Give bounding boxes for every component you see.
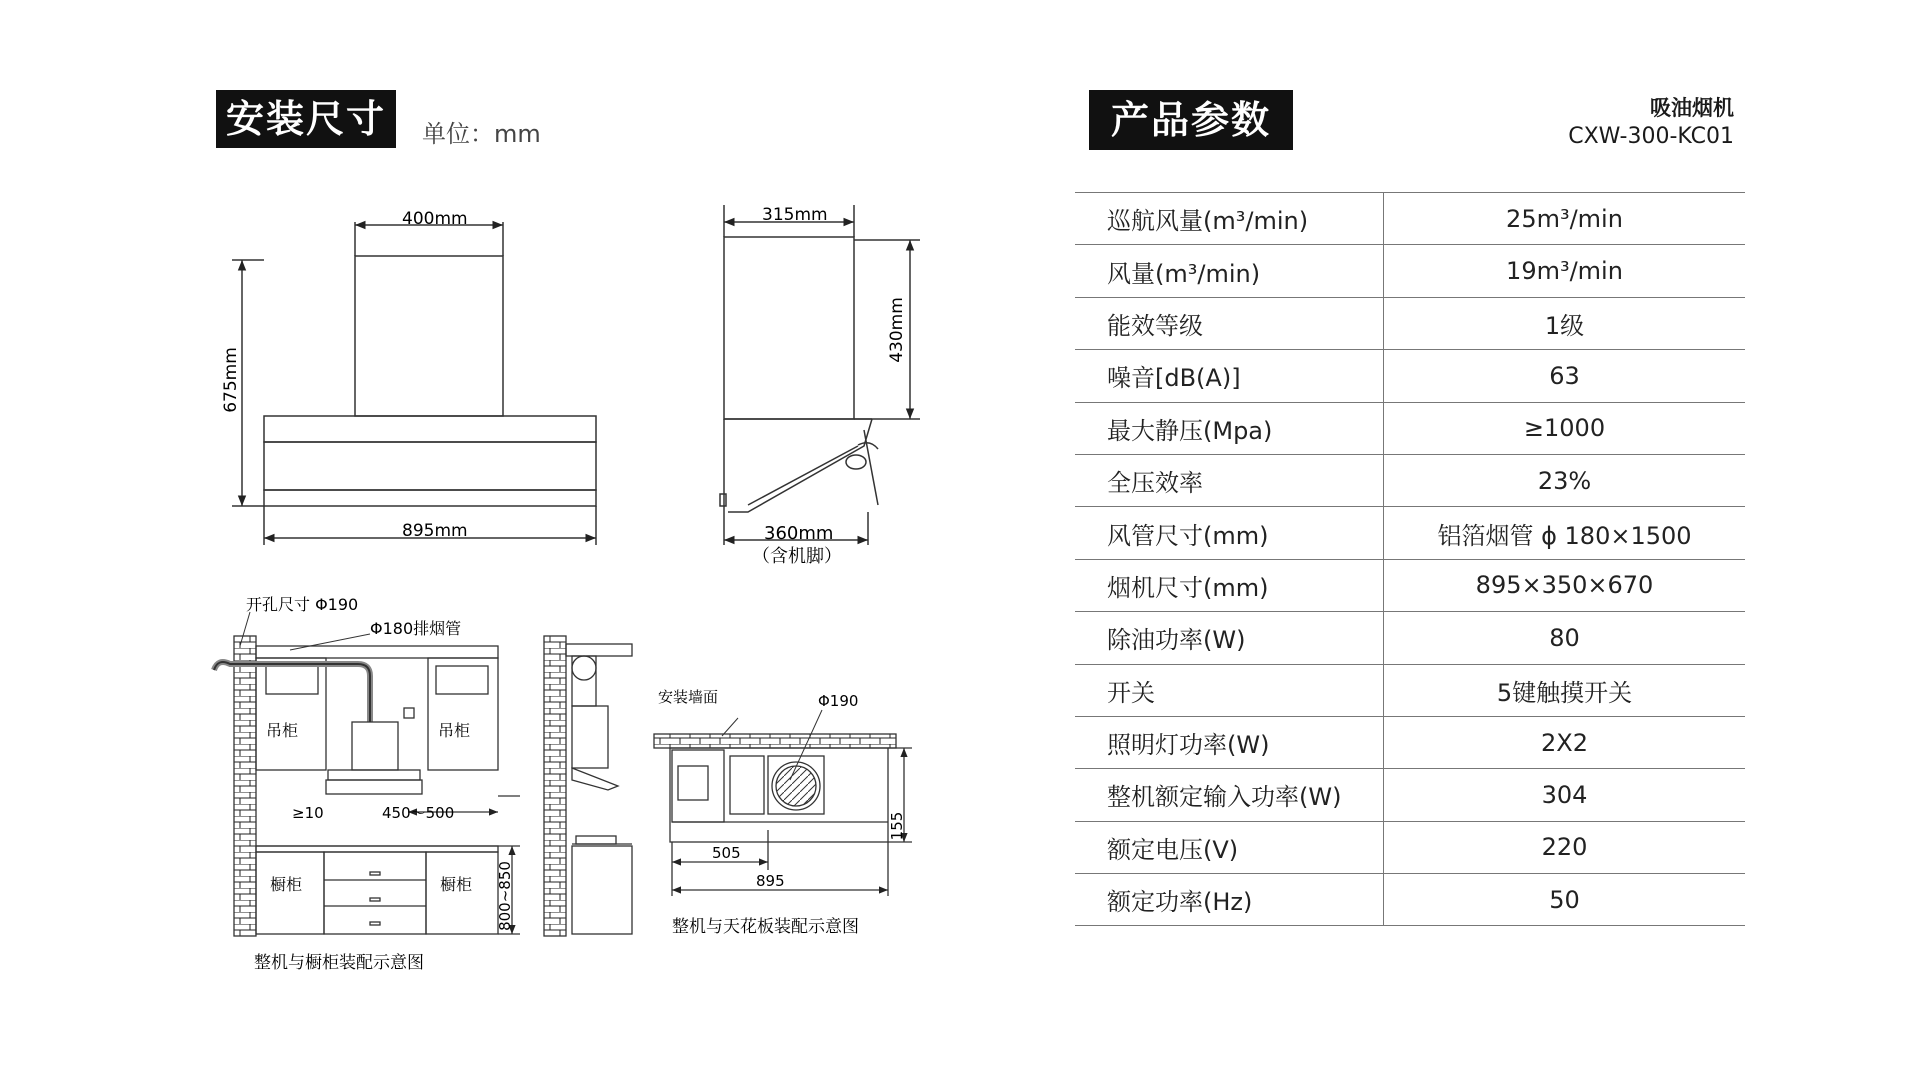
ceiling-hole-label: Φ190 <box>818 692 859 710</box>
ceiling-dim-155: 155 <box>888 811 906 841</box>
front-width-bottom: 895mm <box>402 521 468 541</box>
spec-row <box>1075 874 1745 926</box>
front-width-top: 400mm <box>402 209 468 229</box>
cabinet-height-label: 800~850 <box>496 861 514 931</box>
cabinet-caption: 整机与橱柜装配示意图 <box>254 953 424 973</box>
spec-name: 除油功率(W) <box>1075 612 1384 664</box>
ceiling-caption: 整机与天花板装配示意图 <box>672 917 859 937</box>
spec-row <box>1075 245 1745 297</box>
product-model: CXW-300-KC01 <box>1568 124 1734 149</box>
spec-value: 80 <box>1384 612 1746 664</box>
spec-value: 220 <box>1384 821 1746 873</box>
spec-row <box>1075 454 1745 506</box>
spec-row <box>1075 297 1745 349</box>
front-height: 675mm <box>221 347 241 413</box>
cabinet-right-label: 橱柜 <box>440 875 473 894</box>
spec-value: 895×350×670 <box>1384 559 1746 611</box>
side-depth-note: （含机脚） <box>752 546 842 567</box>
install-size-title: 安装尺寸 <box>216 90 396 148</box>
unit-label: 单位：mm <box>422 120 541 148</box>
exhaust-pipe-label: Φ180排烟管 <box>370 619 462 638</box>
spec-value: 23% <box>1384 454 1746 506</box>
spec-name: 烟机尺寸(mm) <box>1075 559 1384 611</box>
hole-size-label: 开孔尺寸 Φ190 <box>246 595 359 614</box>
spec-name: 全压效率 <box>1075 454 1384 506</box>
gap-label: ≥10 <box>292 804 324 822</box>
product-spec-table <box>1075 192 1745 926</box>
side-width-top: 315mm <box>762 205 828 225</box>
side-assembly-drawing <box>544 636 632 936</box>
spec-name: 噪音[dB(A)] <box>1075 350 1384 402</box>
spec-value: 63 <box>1384 350 1746 402</box>
spec-row <box>1075 664 1745 716</box>
side-height: 430mm <box>887 297 907 363</box>
spec-value: 25m³/min <box>1384 193 1746 245</box>
ceiling-dim-505: 505 <box>712 844 741 862</box>
hang-cabinet-right-label: 吊柜 <box>438 721 471 740</box>
range-label: 450～500 <box>382 804 455 822</box>
spec-value: ≥1000 <box>1384 402 1746 454</box>
side-depth: 360mm <box>764 523 834 544</box>
spec-name: 整机额定输入功率(W) <box>1075 769 1384 821</box>
spec-name: 照明灯功率(W) <box>1075 716 1384 768</box>
product-params-title: 产品参数 <box>1089 90 1293 150</box>
ceiling-dim-895: 895 <box>756 872 785 890</box>
side-view-drawing <box>720 205 920 545</box>
front-view-drawing <box>232 222 596 545</box>
spec-name: 额定功率(Hz) <box>1075 874 1384 926</box>
spec-value: 50 <box>1384 874 1746 926</box>
spec-value: 铝箔烟管 ϕ 180×1500 <box>1384 507 1746 559</box>
hang-cabinet-left-label: 吊柜 <box>266 721 299 740</box>
product-name: 吸油烟机 <box>1650 96 1734 120</box>
spec-value: 304 <box>1384 769 1746 821</box>
cabinet-left-label: 橱柜 <box>270 875 303 894</box>
spec-name: 最大静压(Mpa) <box>1075 402 1384 454</box>
spec-name: 风管尺寸(mm) <box>1075 507 1384 559</box>
spec-row <box>1075 350 1745 402</box>
cabinet-assembly-drawing <box>214 612 520 936</box>
spec-value: 19m³/min <box>1384 245 1746 297</box>
spec-row <box>1075 716 1745 768</box>
spec-name: 风量(m³/min) <box>1075 245 1384 297</box>
spec-row <box>1075 821 1745 873</box>
spec-row <box>1075 769 1745 821</box>
spec-row <box>1075 507 1745 559</box>
spec-value: 5键触摸开关 <box>1384 664 1746 716</box>
install-wall-label: 安装墙面 <box>658 688 719 706</box>
spec-row <box>1075 402 1745 454</box>
spec-name: 额定电压(V) <box>1075 821 1384 873</box>
spec-value: 1级 <box>1384 297 1746 349</box>
spec-row <box>1075 559 1745 611</box>
ceiling-assembly-drawing <box>654 710 912 896</box>
spec-name: 开关 <box>1075 664 1384 716</box>
spec-row <box>1075 193 1745 245</box>
spec-value: 2X2 <box>1384 716 1746 768</box>
spec-row <box>1075 612 1745 664</box>
spec-name: 能效等级 <box>1075 297 1384 349</box>
spec-name: 巡航风量(m³/min) <box>1075 193 1384 245</box>
